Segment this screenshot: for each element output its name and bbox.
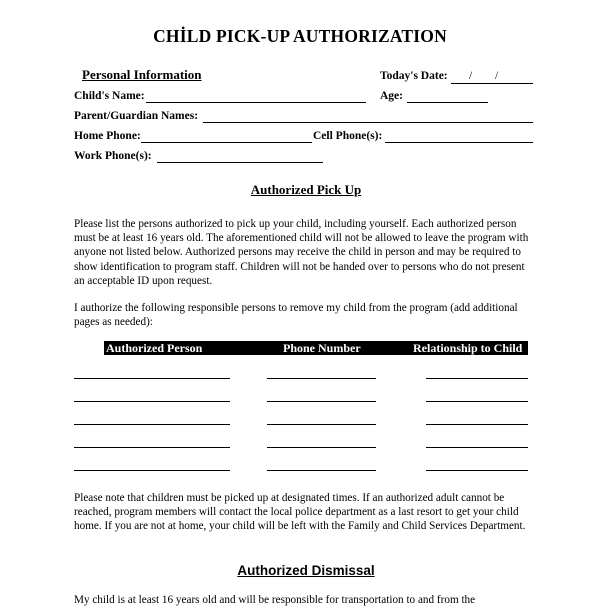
cell-phone-label: Cell Phone(s): [313, 130, 383, 142]
cell-phone-field[interactable] [385, 142, 533, 143]
pickup-instructions-paragraph: Please list the persons authorized to pick up your child, including yourself. Each authorized person must be at least 16 years old. The aforementioned child will not be allowed to leave the program with anyone not listed below. Authorized persons may receive the child in person and may be required to show identification to program staff. Children will not be handed over to persons who do not present an acceptable ID upon request. [74, 218, 529, 287]
guardian-names-field[interactable] [203, 122, 533, 123]
row2-relationship-field[interactable] [426, 401, 528, 402]
column-relationship: Relationship to Child [413, 341, 523, 355]
personal-info-heading: Personal Information [82, 67, 202, 82]
row1-relationship-field[interactable] [426, 378, 528, 379]
row1-phone-field[interactable] [267, 378, 376, 379]
authorized-dismissal-heading: Authorized Dismissal [237, 563, 375, 578]
row5-person-field[interactable] [74, 470, 230, 471]
row3-person-field[interactable] [74, 424, 230, 425]
authorization-statement-paragraph: I authorize the following responsible persons to remove my child from the program (add additional pages as needed): [74, 302, 518, 329]
row2-phone-field[interactable] [267, 401, 376, 402]
work-phone-field[interactable] [157, 162, 323, 163]
work-phone-label: Work Phone(s): [74, 150, 152, 162]
guardian-names-label: Parent/Guardian Names: [74, 110, 199, 122]
childs-name-field[interactable] [146, 102, 366, 103]
dismissal-paragraph: My child is at least 16 years old and will be responsible for transportation to and from the [74, 594, 476, 606]
row5-relationship-field[interactable] [426, 470, 528, 471]
childs-name-label: Child's Name: [74, 90, 145, 102]
row2-person-field[interactable] [74, 401, 230, 402]
authorized-pickup-heading: Authorized Pick Up [250, 182, 362, 197]
form-title: CHİLD PICK-UP AUTHORIZATION [153, 26, 447, 46]
row4-relationship-field[interactable] [426, 447, 528, 448]
column-phone-number: Phone Number [283, 341, 361, 355]
pickup-times-note-paragraph: Please note that children must be picked up at designated times. If an authorized adult cannot be reached, program members will contact the local police department as a last resort to get your child home. If you are not at home, your child will be left with the Family and Child Services Department. [74, 492, 526, 533]
row3-relationship-field[interactable] [426, 424, 528, 425]
age-label: Age: [380, 90, 403, 102]
row1-person-field[interactable] [74, 378, 230, 379]
pickup-table-header [104, 341, 528, 355]
date-slash-2: / [495, 70, 499, 82]
row4-person-field[interactable] [74, 447, 230, 448]
row5-phone-field[interactable] [267, 470, 376, 471]
row3-phone-field[interactable] [267, 424, 376, 425]
age-field[interactable] [407, 102, 488, 103]
row4-phone-field[interactable] [267, 447, 376, 448]
todays-date-field[interactable] [451, 70, 533, 84]
column-authorized-person: Authorized Person [106, 341, 203, 355]
home-phone-field[interactable] [141, 142, 312, 143]
date-slash-1: / [469, 70, 473, 82]
home-phone-label: Home Phone: [74, 130, 141, 142]
todays-date-label: Today's Date: [380, 70, 448, 82]
